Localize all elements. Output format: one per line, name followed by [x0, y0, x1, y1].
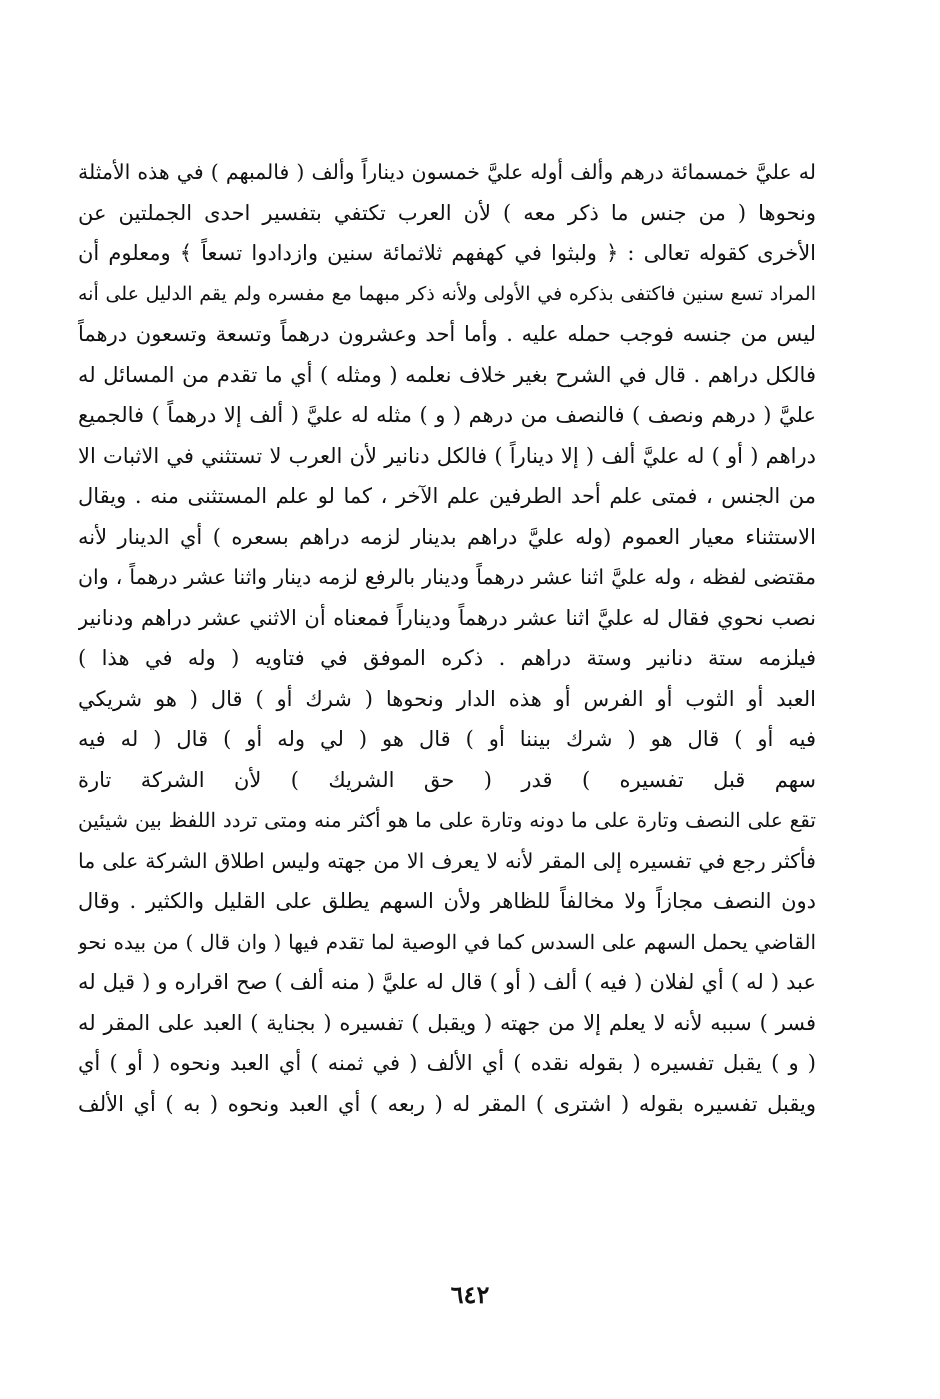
text-line: ونحوها ( من جنس ما ذكر معه ) لأن العرب تكتفي بتفسير احدى الجملتين عن	[78, 200, 816, 225]
page-number: ٦٤٢	[450, 1280, 490, 1309]
text-line: عبد ( له ) أي لفلان ( فيه ) ألف ( أو ) قال له عليَّ ( منه ألف ) صح اقراره و ( قيل له	[78, 970, 816, 994]
text-line: فسر ) سببه لأنه لا يعلم إلا من جهته ( ويقبل ) تفسيره ( بجناية ) العبد على المقر له	[78, 1010, 816, 1035]
text-line: فيه أو ) قال هو ( شرك بيننا أو ) قال هو ( لي وله أو ) قال ( له فيه	[78, 727, 816, 751]
text-line: له عليَّ خمسمائة درهم وألف أوله عليَّ خمسون ديناراً وألف ( فالمبهم ) في هذه الأمثلة	[78, 160, 816, 184]
text-line: دون النصف مجازاً ولا مخالفاً للظاهر ولأن السهم يطلق على القليل والكثير . وقال	[78, 889, 816, 913]
text-line: الاستثناء معيار العموم (وله عليَّ دراهم بدينار لزمه دراهم بسعره ) أي الدينار لأنه	[78, 524, 816, 549]
text-line: ( و ) يقبل تفسيره ( بقوله نقده ) أي الألف ( في ثمنه ) أي العبد ونحوه ( أو ) أي	[78, 1051, 816, 1075]
text-line: دراهم ( أو ) له عليَّ ألف ( إلا ديناراً ) فالكل دنانير لأن العرب لا تستثني في الاثبات الا	[78, 443, 816, 468]
text-line: فأكثر رجع في تفسيره إلى المقر لأنه لا يعرف الا من جهته وليس اطلاق الشركة على ما	[78, 848, 816, 873]
text-line: الأخرى كقوله تعالى : ﴿ ولبثوا في كهفهم ثلاثمائة سنين وازدادوا تسعاً ﴾ ومعلوم أن	[78, 241, 816, 265]
text-line: القاضي يحمل السهم على السدس كما في الوصية لما تقدم فيها ( وان قال ) من بيده نحو	[78, 929, 816, 954]
text-line: نصب نحوي فقال له عليَّ اثنا عشر درهماً وديناراً فمعناه أن الاثني عشر دراهم ودنانير	[78, 605, 816, 630]
text-line: تقع على النصف وتارة على ما دونه وتارة على ما هو أكثر منه ومتى تردد اللفظ بين شيئين	[78, 808, 816, 832]
text-line: سهم قبل تفسيره ) قدر ( حق الشريك ) لأن الشركة تارة	[78, 767, 816, 792]
text-line: العبد أو الثوب أو الفرس أو هذه الدار ونحوها ( شرك أو ) قال ( هو شريكي	[78, 686, 816, 711]
text-line: فالكل دراهم . قال في الشرح بغير خلاف نعلمه ( ومثله ) أي ما تقدم من المسائل له	[78, 362, 816, 387]
text-line: ويقبل تفسيره بقوله ( اشترى ) المقر له ( ربعه ) أي العبد ونحوه ( به ) أي الألف	[78, 1091, 816, 1116]
text-line: ليس من جنسه فوجب حمله عليه . وأما أحد وعشرون درهماً وتسعة وتسعون درهماً	[78, 322, 816, 346]
page-text-body	[78, 152, 816, 1124]
text-line: المراد تسع سنين فاكتفى بذكره في الأولى ولأنه ذكر مبهما مع مفسره ولم يقم الدليل على أنه	[78, 282, 816, 305]
text-line: مقتضى لفظه ، وله عليَّ اثنا عشر درهماً ودينار بالرفع لزمه دينار واثنا عشر درهماً ، وان	[78, 565, 816, 589]
text-line: عليَّ ( درهم ونصف ) فالنصف من درهم ( و ) مثله له عليَّ ( ألف إلا درهماً ) فالجميع	[78, 403, 816, 427]
text-line: من الجنس ، فمتى علم أحد الطرفين علم الآخر ، كما لو علم المستثنى منه . ويقال	[78, 484, 816, 508]
text-line: فيلزمه ستة دنانير وستة دراهم . ذكره الموفق في فتاويه ( وله في هذا )	[78, 646, 816, 670]
